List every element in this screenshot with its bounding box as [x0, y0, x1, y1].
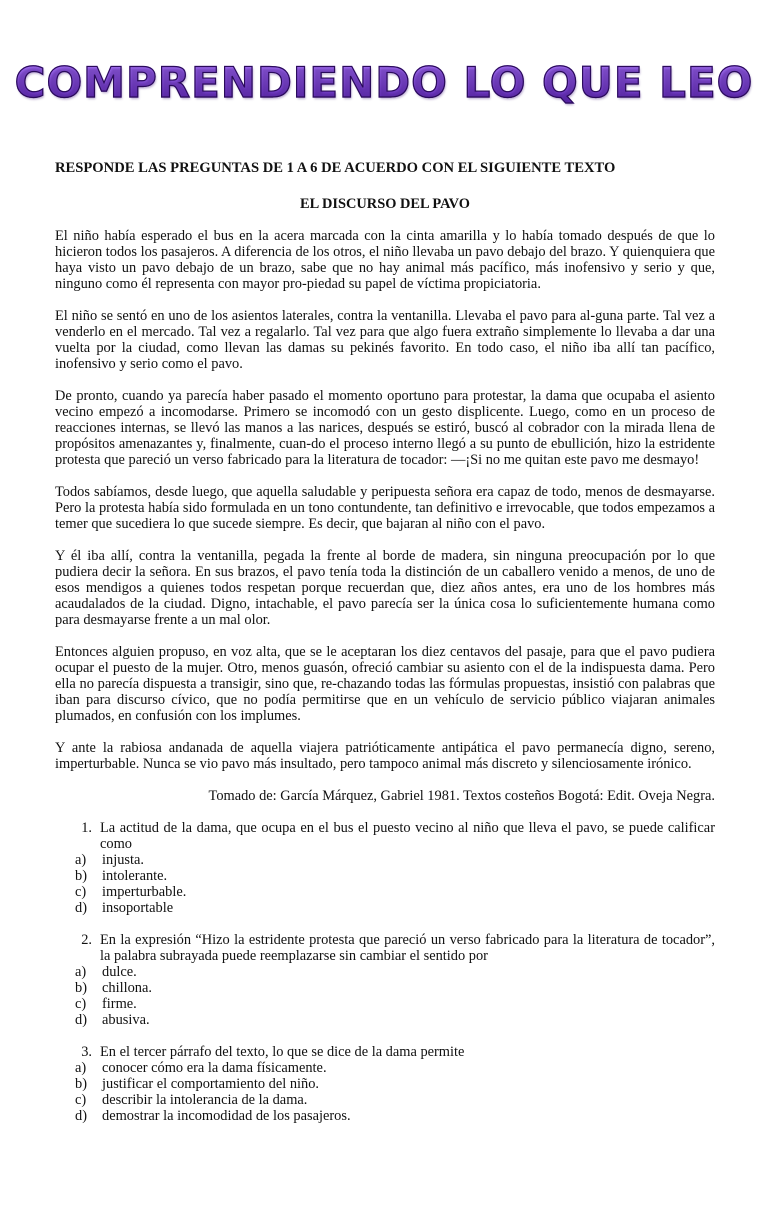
paragraph: De pronto, cuando ya parecía haber pasado el momento oportuno para protestar, la dama que ocupaba el asiento vecino empezó a incomodarse. Primero se incomodó con un gesto displicente. Luego, como en un proceso de reacciones internas, se llevó las manos a las narices, después se estiró, buscó al cobrador con la mirada llena de propósitos amenazantes y, finalmente, cuan-do el proceso interno llegó a su punto de ebullición, hizo la estridente protesta que pareció un verso fabricado para la literatura de tocador: —¡Si no me quitan este pavo me desmayo! — [55, 388, 715, 468]
option-text: abusiva. — [102, 1012, 150, 1028]
answer-option — [55, 964, 715, 980]
option-letter: d) — [75, 1012, 87, 1028]
option-letter: a) — [75, 964, 87, 980]
instruction-heading: RESPONDE LAS PREGUNTAS DE 1 A 6 DE ACUERDO CON EL SIGUIENTE TEXTO — [55, 160, 616, 176]
answer-option — [55, 900, 715, 916]
question-text: La actitud de la dama, que ocupa en el bus el puesto vecino al niño que lleva el pavo, se puede calificar como — [100, 820, 715, 852]
option-text: demostrar la incomodidad de los pasajeros. — [102, 1108, 351, 1124]
option-letter: c) — [75, 884, 87, 900]
question-number: 3. — [81, 1044, 92, 1060]
option-text: conocer cómo era la dama físicamente. — [102, 1060, 327, 1076]
option-letter: a) — [75, 852, 87, 868]
question-1 — [55, 820, 715, 916]
answer-option — [55, 1060, 715, 1076]
question-text: En la expresión “Hizo la estridente protesta que pareció un verso fabricado para la literatura de tocador”, la palabra subrayada puede reemplazarse sin cambiar el sentido por — [100, 932, 715, 964]
paragraph: Y ante la rabiosa andanada de aquella viajera patrióticamente antipática el pavo permanecía digno, sereno, imperturbable. Nunca se vio pavo más insultado, pero tampoco animal más discreto y silenciosamente irónico. — [55, 740, 715, 772]
question-stem — [55, 932, 715, 964]
paragraph: Y él iba allí, contra la ventanilla, pegada la frente al borde de madera, sin ninguna preocupación por lo que pudiera decir la señora. En sus brazos, el pavo tenía toda la distinción de un caballero venido a menos, de uno de esos mendigos a quienes todos respetan porque recuerdan que, diez años antes, era uno de los hombres más acaudalados de la ciudad. Digno, intachable, el pavo parecía ser la única cosa lo suficientemente humana como para desmayarse frente a un mal olor. — [55, 548, 715, 628]
answer-option — [55, 868, 715, 884]
banner — [0, 52, 768, 112]
paragraph: Entonces alguien propuso, en voz alta, que se le aceptaran los diez centavos del pasaje, para que el pavo pudiera ocupar el puesto de la mujer. Otro, menos guasón, ofreció cambiar su asiento con el de la indispuesta dama. Pero ella no parecía dispuesta a transigir, sino que, re-chazando todas las fórmulas propuestas, insistió con palabras que iban para discurso cívico, que no podía permitirse que en un vehículo de servicio público viajaran animales plumados, en confusión con los implumes. — [55, 644, 715, 724]
question-stem — [55, 820, 715, 852]
question-3 — [55, 1044, 715, 1124]
answer-option — [55, 980, 715, 996]
option-text: describir la intolerancia de la dama. — [102, 1092, 308, 1108]
answer-option — [55, 1076, 715, 1092]
question-stem — [55, 1044, 715, 1060]
document-body — [55, 160, 715, 1140]
option-letter: d) — [75, 900, 87, 916]
option-text: dulce. — [102, 964, 137, 980]
option-text: chillona. — [102, 980, 152, 996]
option-text: imperturbable. — [102, 884, 187, 900]
option-text: justificar el comportamiento del niño. — [102, 1076, 319, 1092]
question-2 — [55, 932, 715, 1028]
option-letter: b) — [75, 1076, 87, 1092]
paragraph: El niño se sentó en uno de los asientos laterales, contra la ventanilla. Llevaba el pavo para al-guna parte. Tal vez a venderlo en el mercado. Tal vez a regalarlo. Tal vez para que algo fuera extraño simplemente lo llevaba a dar una vuelta por la ciudad, como llevan las damas su pekinés favorito. En todo caso, el niño iba allí tan pacífico, inofensivo y serio como el pavo. — [55, 308, 715, 372]
option-text: insoportable — [102, 900, 174, 916]
answer-option — [55, 1108, 715, 1124]
option-letter: a) — [75, 1060, 87, 1076]
option-letter: b) — [75, 868, 87, 884]
option-letter: c) — [75, 1092, 87, 1108]
answer-option — [55, 1012, 715, 1028]
source-citation: Tomado de: García Márquez, Gabriel 1981. Textos costeños Bogotá: Edit. Oveja Negra. — [208, 788, 715, 804]
option-letter: d) — [75, 1108, 87, 1124]
option-letter: b) — [75, 980, 87, 996]
question-number: 1. — [81, 820, 92, 836]
question-number: 2. — [81, 932, 92, 948]
paragraph: El niño había esperado el bus en la acera marcada con la cinta amarilla y lo había tomado después de que lo hicieron todos los pasajeros. A diferencia de los otros, el niño llevaba un pavo debajo del brazo. Y quienquiera que haya visto un pavo debajo de un brazo, sabe que no hay animal más pacífico, más inofensivo y serio y que, ninguno como él representa con mayor pro-piedad su papel de víctima propiciatoria. — [55, 228, 715, 292]
option-text: intolerante. — [102, 868, 168, 884]
text-title: EL DISCURSO DEL PAVO — [300, 196, 470, 212]
answer-option — [55, 884, 715, 900]
answer-option — [55, 1092, 715, 1108]
answer-option — [55, 852, 715, 868]
option-text: injusta. — [102, 852, 144, 868]
banner-title: COMPRENDIENDO LO QUE LEO — [14, 57, 754, 107]
paragraph: Todos sabíamos, desde luego, que aquella saludable y peripuesta señora era capaz de todo, menos de desmayarse. Pero la protesta había sido formulada en un tono contundente, tan definitivo e irrevocable, que todos empezamos a temer que sucediera lo que sucede siempre. Es decir, que bajaran al niño con el pavo. — [55, 484, 715, 532]
option-letter: c) — [75, 996, 87, 1012]
answer-option — [55, 996, 715, 1012]
option-text: firme. — [102, 996, 137, 1012]
question-text: En el tercer párrafo del texto, lo que se dice de la dama permite — [100, 1044, 465, 1060]
